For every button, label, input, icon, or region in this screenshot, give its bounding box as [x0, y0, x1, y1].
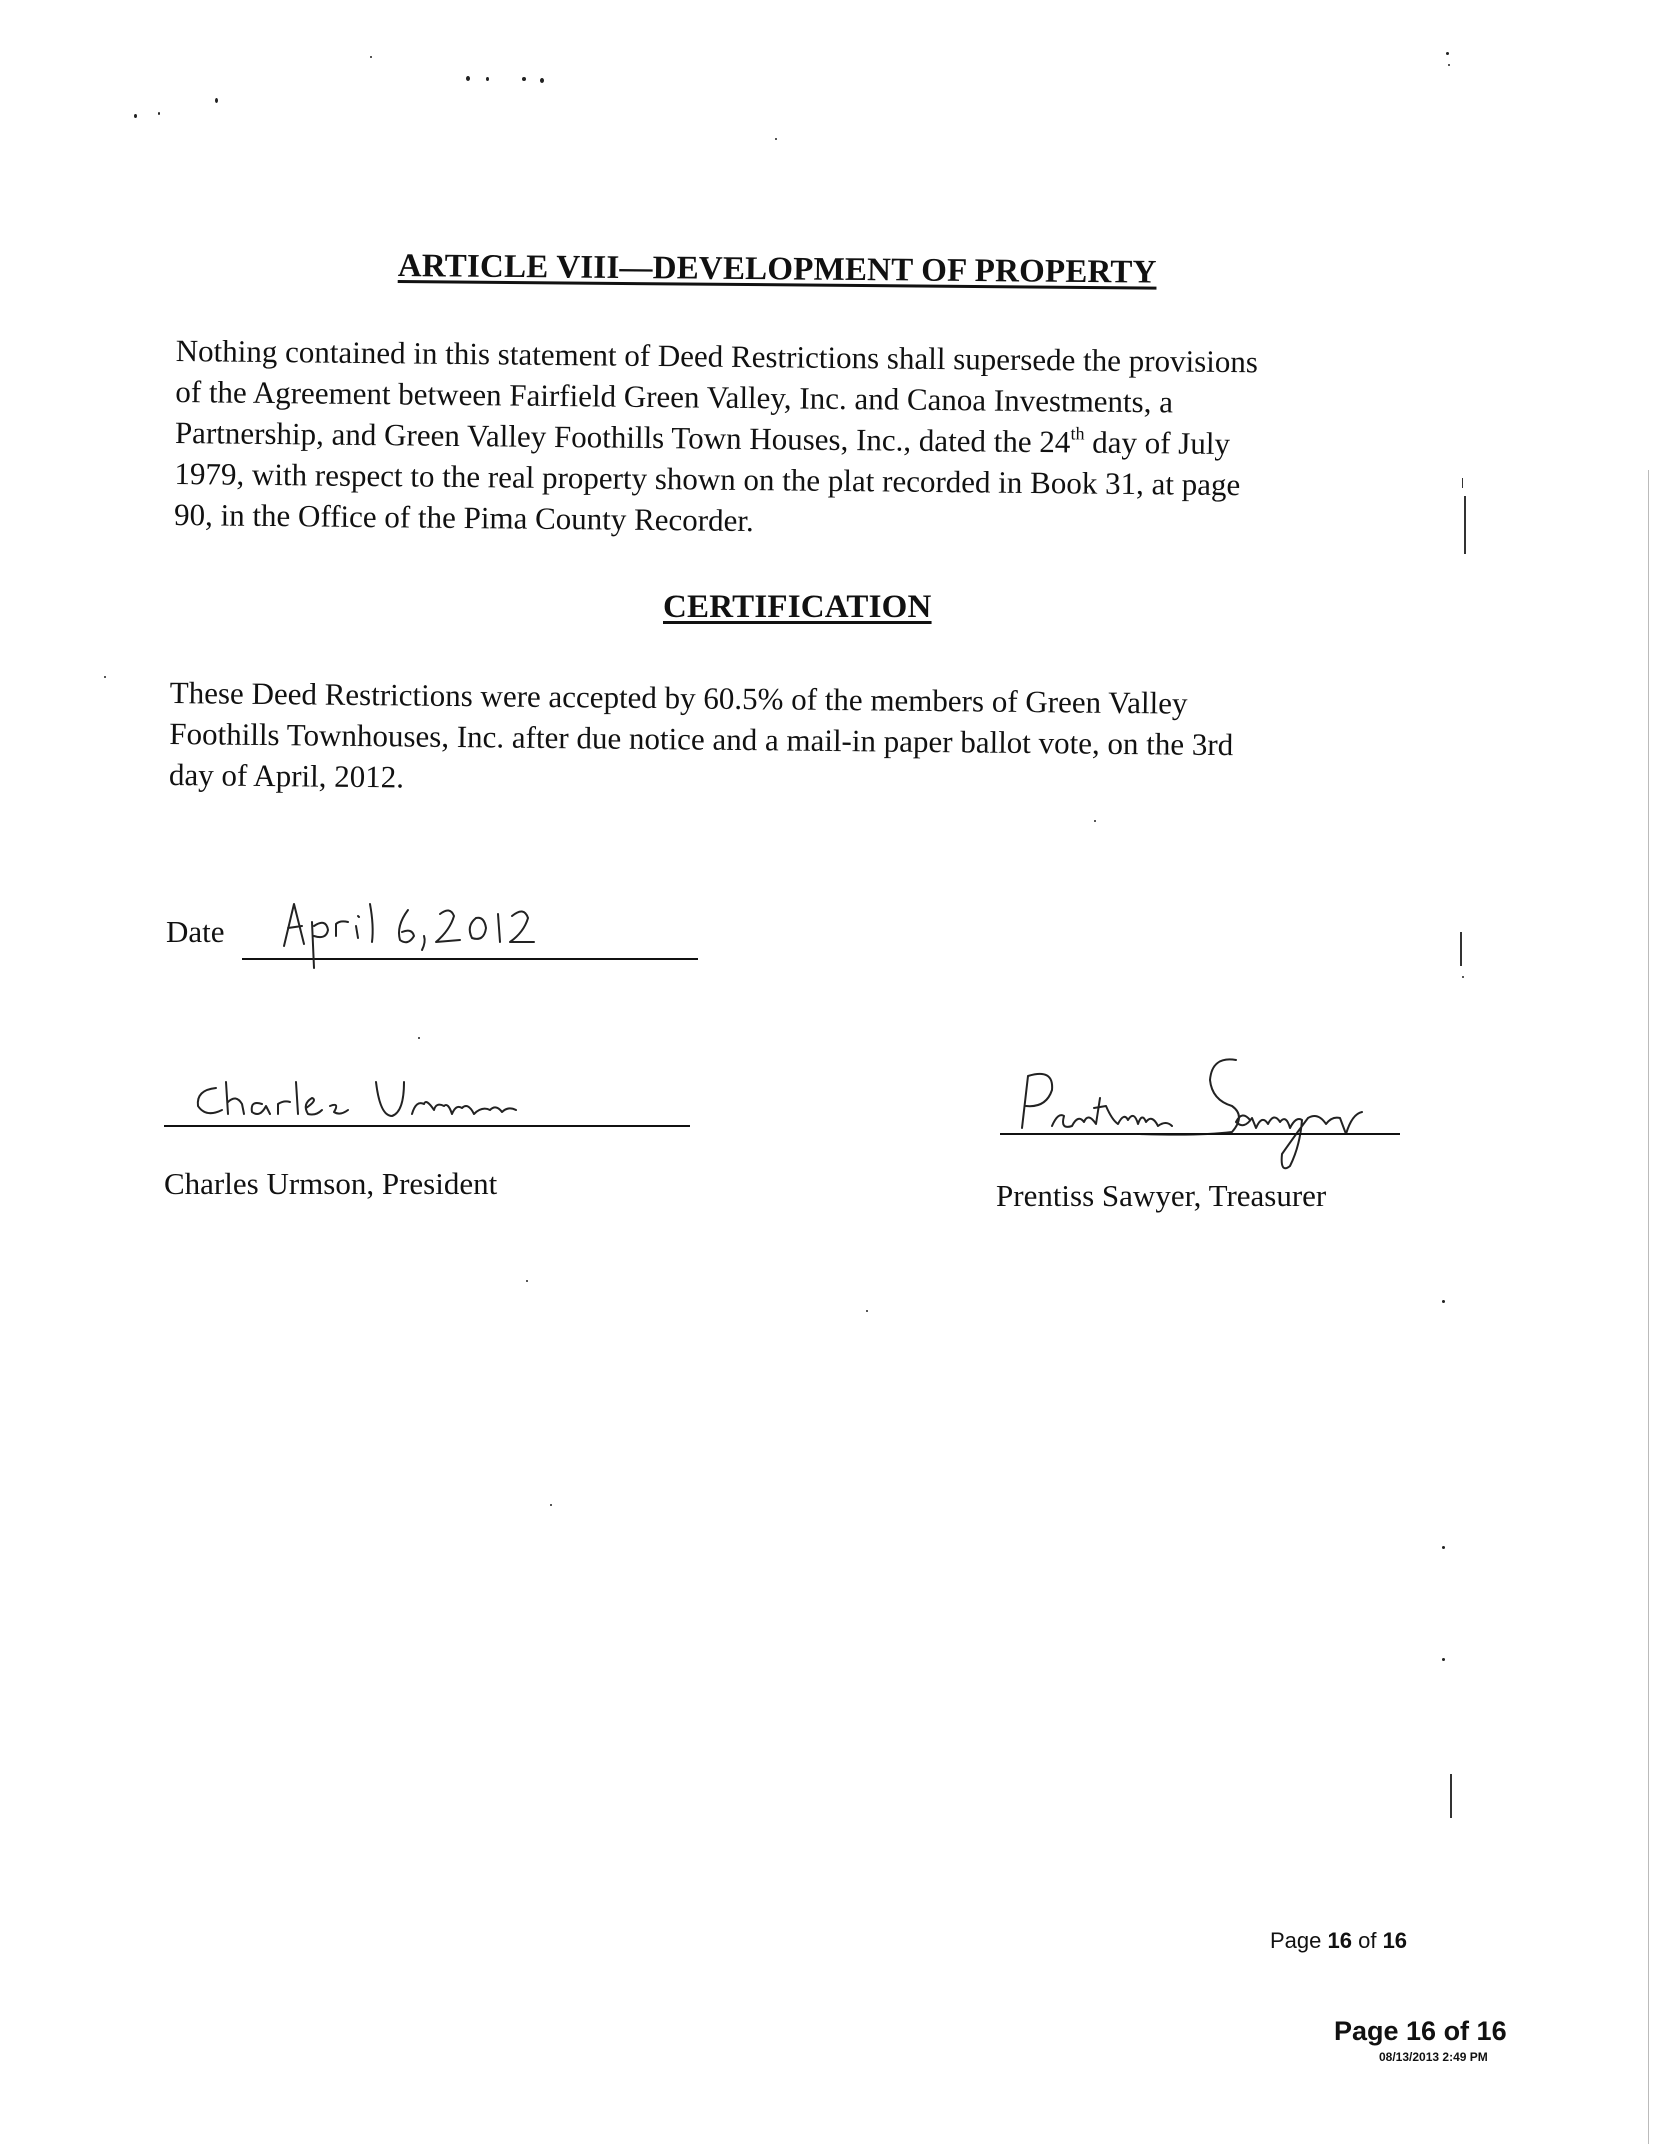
- recording-timestamp: 08/13/2013 2:49 PM: [1379, 2050, 1488, 2064]
- scan-speck: [104, 676, 106, 678]
- page-of: of: [1351, 1928, 1383, 1953]
- scan-speck: [1442, 1658, 1445, 1661]
- scan-speck: [370, 56, 372, 58]
- scan-speck: [540, 78, 544, 83]
- scan-speck: [522, 77, 526, 81]
- page-prefix: Page: [1270, 1928, 1328, 1953]
- scan-speck: [1442, 1300, 1445, 1303]
- paragraph-line: day of April, 2012.: [168, 756, 405, 795]
- page-total: 16: [1382, 1928, 1408, 1953]
- scan-speck: [486, 77, 489, 81]
- scan-speck: [1446, 52, 1449, 55]
- scan-mark: [1460, 932, 1462, 966]
- line-text: Partnership, and Green Valley Foothills Town Houses, Inc., dated the 24: [174, 414, 1071, 460]
- page-number-large: Page 16 of 16: [1334, 2016, 1507, 2046]
- certification-heading: CERTIFICATION: [663, 589, 932, 625]
- signature-line-right: [1000, 1133, 1400, 1135]
- date-label: Date: [166, 914, 225, 949]
- ordinal-superscript: th: [1070, 423, 1085, 444]
- scan-speck: [466, 76, 470, 81]
- scan-speck: [550, 1504, 552, 1506]
- scan-speck: [866, 1310, 868, 1312]
- signer-treasurer-name: Prentiss Sawyer, Treasurer: [996, 1178, 1327, 1213]
- page-edge-shadow: [1648, 470, 1649, 2144]
- scan-speck: [526, 1280, 528, 1282]
- paragraph-line: These Deed Restrictions were accepted by 60.5% of the members of Green Valley: [169, 674, 1188, 721]
- scan-speck: [775, 138, 777, 140]
- scan-speck: [215, 98, 218, 103]
- paragraph-line: 1979, with respect to the real property shown on the plat recorded in Book 31, at page: [174, 455, 1241, 503]
- signature-charles-urmson: [190, 1076, 550, 1126]
- paragraph-line: Nothing contained in this statement of Deed Restrictions shall supersede the provisions: [175, 332, 1259, 380]
- paragraph-line: 90, in the Office of the Pima County Recorder.: [173, 496, 754, 539]
- line-text: day of July: [1084, 424, 1231, 462]
- signer-president-name: Charles Urmson, President: [164, 1166, 498, 1201]
- scan-speck: [1442, 1546, 1445, 1549]
- scan-speck: [158, 112, 160, 115]
- signature-line-left: [164, 1125, 690, 1127]
- handwritten-date: [278, 896, 578, 976]
- page-current: 16: [1327, 1928, 1352, 1953]
- signature-prentiss-sawyer: [1000, 1050, 1420, 1180]
- paragraph-line: of the Agreement between Fairfield Green Valley, Inc. and Canoa Investments, a: [175, 373, 1174, 420]
- article-paragraph: [174, 330, 1258, 546]
- paragraph-line: Foothills Townhouses, Inc. after due notice and a mail-in paper ballot vote, on the 3rd: [169, 715, 1234, 763]
- scan-speck: [418, 1037, 420, 1039]
- scan-speck: [134, 114, 137, 118]
- scan-speck: [1094, 820, 1096, 822]
- scan-mark: [1450, 1774, 1452, 1818]
- certification-paragraph: [169, 672, 1234, 806]
- scan-mark: [1464, 496, 1466, 554]
- scan-mark: [1462, 478, 1463, 488]
- article-heading: ARTICLE VIII—DEVELOPMENT OF PROPERTY: [397, 248, 1157, 291]
- page-number-small: [1270, 1928, 1407, 1954]
- scan-speck: [1462, 976, 1464, 978]
- scan-speck: [1448, 64, 1450, 66]
